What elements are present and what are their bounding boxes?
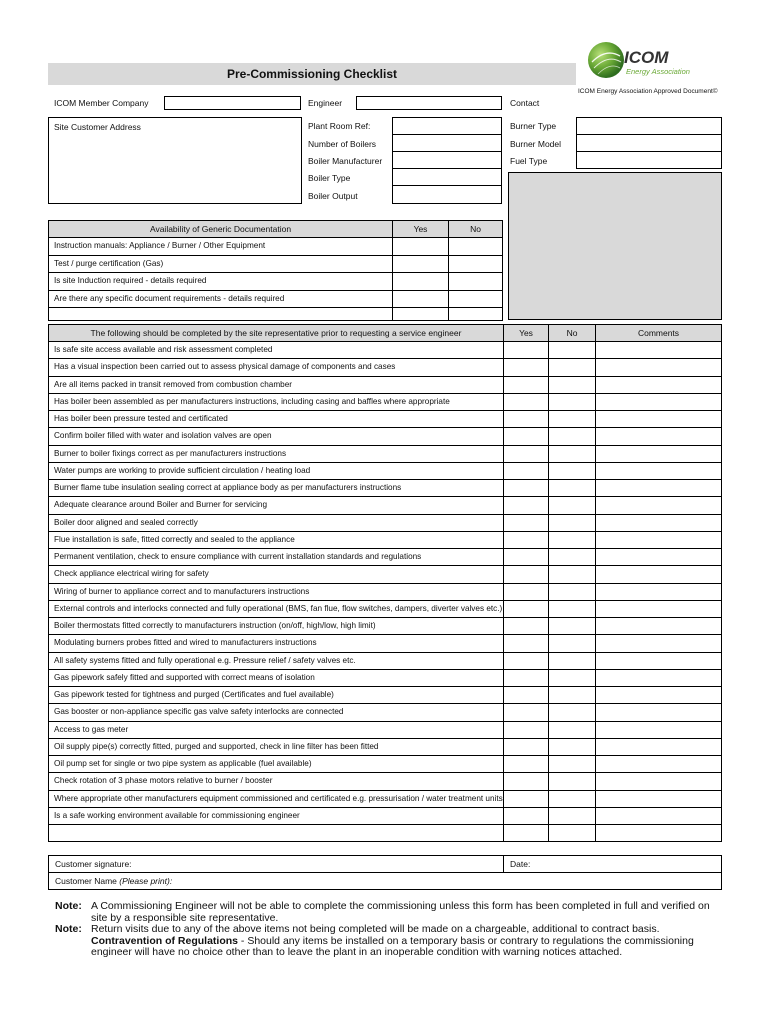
checklist-no-cell[interactable]: [548, 462, 596, 480]
checklist-yes-cell[interactable]: [503, 600, 549, 618]
documentation-blank-row: [48, 307, 393, 321]
checklist-row-label: Modulating burners probes fitted and wired to manufacturers instructions: [54, 638, 317, 648]
number-of-boilers-field[interactable]: [392, 134, 502, 152]
fuel-type-field[interactable]: [576, 151, 722, 169]
checklist-row-label: Permanent ventilation, check to ensure compliance with current installation standards and regulations: [54, 552, 422, 561]
checklist-no-cell[interactable]: [548, 755, 596, 773]
checklist-row-label: Access to gas meter: [54, 724, 129, 734]
checklist-row-label: Is a safe working environment available for commissioning engineer: [54, 810, 300, 820]
burner-model-label: Burner Model: [510, 139, 562, 149]
checklist-comments-cell[interactable]: [595, 686, 722, 704]
checklist-no-cell[interactable]: [548, 669, 596, 687]
checklist-comments-cell[interactable]: [595, 738, 722, 756]
page-title: Pre-Commissioning Checklist: [48, 63, 576, 85]
checklist-comments-cell[interactable]: [595, 703, 722, 721]
checklist-row-label: Adequate clearance around Boiler and Burner for servicing: [54, 500, 268, 510]
customer-signature-field[interactable]: [48, 855, 504, 873]
documentation-row-label: Instruction manuals: Appliance / Burner / Other Equipment: [54, 241, 266, 250]
checklist-comments-cell[interactable]: [595, 634, 722, 652]
checklist-row-label: Check rotation of 3 phase motors relative to burner / booster: [54, 776, 273, 786]
checklist-comments-cell[interactable]: [595, 427, 722, 445]
plant-room-ref-field[interactable]: [392, 117, 502, 135]
member-company-label: ICOM Member Company: [54, 98, 149, 108]
checklist-comments-cell[interactable]: [595, 479, 722, 497]
checklist-row-label: Burner flame tube insulation sealing correct at appliance body as per manufacturers instructions: [54, 483, 402, 492]
checklist-yes-cell[interactable]: [503, 634, 549, 652]
checklist-comments-cell[interactable]: [595, 755, 722, 773]
checklist-yes-cell[interactable]: [503, 703, 549, 721]
checklist-comments-header: Comments: [595, 324, 722, 342]
checklist-yes-cell[interactable]: [503, 721, 549, 739]
boiler-manufacturer-field[interactable]: [392, 151, 502, 169]
checklist-row: [48, 514, 504, 532]
date-label: Date:: [510, 859, 531, 869]
checklist-row-label: Where appropriate other manufacturers equipment commissioned and certificated e.g. pressurisation / water treatment units: [54, 793, 503, 803]
checklist-no-cell[interactable]: [548, 807, 596, 825]
note-1-text: A Commissioning Engineer will not be able to complete the commissioning unless this form has been completed in full and verified on site by a responsible site representative.: [91, 900, 710, 924]
checklist-no-cell[interactable]: [548, 393, 596, 411]
checklist-no-cell[interactable]: [548, 531, 596, 549]
documentation-no-header: No: [448, 220, 503, 238]
checklist-yes-cell[interactable]: [503, 669, 549, 687]
checklist-row: [48, 376, 504, 394]
documentation-no-cell[interactable]: [448, 237, 503, 256]
checklist-yes-cell[interactable]: [503, 445, 549, 463]
checklist-comments-cell[interactable]: [595, 410, 722, 428]
checklist-comments-cell[interactable]: [595, 445, 722, 463]
documentation-header: Availability of Generic Documentation: [48, 220, 393, 238]
checklist-comments-cell[interactable]: [595, 565, 722, 583]
checklist-comments-cell[interactable]: [595, 721, 722, 739]
site-address-field[interactable]: [48, 117, 302, 204]
checklist-no-cell[interactable]: [548, 376, 596, 394]
checklist-yes-cell[interactable]: [503, 617, 549, 635]
checklist-no-cell[interactable]: [548, 634, 596, 652]
logo-brand: ICOM: [624, 48, 669, 67]
checklist-row-label: Has a visual inspection been carried out to assess physical damage of components and cases: [54, 362, 396, 372]
checklist-yes-cell[interactable]: [503, 462, 549, 480]
documentation-yes-cell[interactable]: [392, 290, 449, 309]
checklist-row-label: Confirm boiler filled with water and isolation valves are open: [54, 431, 272, 441]
member-company-field[interactable]: [164, 96, 301, 110]
checklist-row: [48, 600, 504, 618]
checklist-row-label: Has boiler been pressure tested and certificated: [54, 414, 228, 423]
globe-icon: [586, 40, 626, 80]
checklist-yes-cell[interactable]: [503, 548, 549, 566]
site-address-label: Site Customer Address: [54, 122, 141, 132]
number-of-boilers-label: Number of Boilers: [308, 139, 377, 149]
checklist-yes-cell[interactable]: [503, 410, 549, 428]
checklist-no-cell[interactable]: [548, 738, 596, 756]
checklist-yes-cell[interactable]: [503, 686, 549, 704]
checklist-no-cell[interactable]: [548, 824, 596, 842]
approved-document-label: ICOM Energy Association Approved Document©: [578, 88, 718, 95]
checklist-no-cell[interactable]: [548, 652, 596, 670]
documentation-row: [48, 290, 393, 309]
checklist-no-cell[interactable]: [548, 479, 596, 497]
checklist-row: [48, 565, 504, 583]
burner-model-field[interactable]: [576, 134, 722, 152]
checklist-no-cell[interactable]: [548, 341, 596, 359]
checklist-comments-cell[interactable]: [595, 341, 722, 359]
documentation-row-label: Is site Induction required - details required: [54, 276, 207, 285]
checklist-row: [48, 496, 504, 514]
checklist-row: [48, 686, 504, 704]
checklist-row: [48, 652, 504, 670]
checklist-no-cell[interactable]: [548, 565, 596, 583]
note-2-body: [91, 924, 715, 959]
note-2-label: Note:: [55, 923, 82, 935]
checklist-yes-cell[interactable]: [503, 738, 549, 756]
checklist-row-label: Wiring of burner to appliance correct and to manufacturers instructions: [54, 586, 310, 596]
shaded-panel: [508, 172, 722, 320]
note-2: [55, 924, 715, 959]
checklist-row-label: Oil supply pipe(s) correctly fitted, purged and supported, check in line filter has been fitted: [54, 741, 379, 751]
checklist-row: [48, 721, 504, 739]
checklist-no-cell[interactable]: [548, 358, 596, 376]
note-1: [55, 901, 715, 924]
checklist-row: [48, 410, 504, 428]
checklist-row-label: Gas pipework tested for tightness and purged (Certificates and fuel available): [54, 690, 334, 699]
contravention-text: - Should any items be installed on a temporary basis or contrary to regulations the commissioning engineer will have no choice other than to leave the plant in an inoperable condition with warning notices attached.: [91, 934, 694, 958]
checklist-no-header: No: [548, 324, 596, 342]
checklist-row: [48, 617, 504, 635]
documentation-no-cell[interactable]: [448, 290, 503, 309]
checklist-row: [48, 341, 504, 359]
checklist-yes-cell[interactable]: [503, 393, 549, 411]
documentation-blank-no[interactable]: [448, 307, 503, 321]
boiler-manufacturer-label: Boiler Manufacturer: [308, 156, 383, 166]
documentation-no-cell[interactable]: [448, 272, 503, 291]
checklist-row: [48, 479, 504, 497]
checklist-no-cell[interactable]: [548, 703, 596, 721]
contact-label: Contact: [510, 98, 540, 108]
checklist-yes-cell[interactable]: [503, 496, 549, 514]
customer-name-label: [55, 877, 172, 886]
checklist-row: [48, 772, 504, 790]
checklist-row: [48, 531, 504, 549]
checklist-row: [48, 738, 504, 756]
checklist-row: [48, 669, 504, 687]
checklist-no-cell[interactable]: [548, 427, 596, 445]
checklist-yes-cell[interactable]: [503, 772, 549, 790]
checklist-row: [48, 790, 504, 808]
checklist-row-label: Check appliance electrical wiring for safety: [54, 569, 209, 579]
checklist-yes-cell[interactable]: [503, 341, 549, 359]
checklist-row-label: Gas booster or non-appliance specific gas valve safety interlocks are connected: [54, 707, 344, 717]
checklist-no-cell[interactable]: [548, 600, 596, 618]
checklist-row-label: Gas pipework safely fitted and supported with correct means of isolation: [54, 672, 315, 682]
checklist-row: [48, 583, 504, 601]
checklist-no-cell[interactable]: [548, 445, 596, 463]
checklist-yes-cell[interactable]: [503, 514, 549, 532]
boiler-output-label: Boiler Output: [308, 191, 358, 201]
documentation-yes-cell[interactable]: [392, 255, 449, 274]
checklist-comments-cell[interactable]: [595, 669, 722, 687]
checklist-comments-cell[interactable]: [595, 772, 722, 790]
checklist-no-cell[interactable]: [548, 721, 596, 739]
customer-name-field[interactable]: [48, 872, 722, 890]
checklist-row: [48, 462, 504, 480]
checklist-comments-cell[interactable]: [595, 583, 722, 601]
documentation-row: [48, 255, 393, 274]
checklist-comments-cell[interactable]: [595, 790, 722, 808]
boiler-output-field[interactable]: [392, 185, 502, 204]
checklist-row-label: All safety systems fitted and fully operational e.g. Pressure relief / safety valves etc.: [54, 655, 356, 665]
checklist-no-cell[interactable]: [548, 496, 596, 514]
checklist-no-cell[interactable]: [548, 686, 596, 704]
checklist-row-label: Are all items packed in transit removed from combustion chamber: [54, 379, 292, 389]
documentation-row: [48, 237, 393, 256]
icom-logo: [586, 40, 716, 84]
checklist-row: [48, 445, 504, 463]
fuel-type-label: Fuel Type: [510, 156, 548, 166]
contravention-paragraph: [91, 936, 715, 959]
checklist-yes-cell[interactable]: [503, 376, 549, 394]
documentation-row-label: Test / purge certification (Gas): [54, 258, 164, 268]
checklist-row-label: Flue installation is safe, fitted correctly and sealed to the appliance: [54, 534, 295, 544]
checklist-yes-header: Yes: [503, 324, 549, 342]
contravention-title: Contravention of Regulations: [91, 934, 238, 947]
checklist-row-label: Water pumps are working to provide sufficient circulation / heating load: [54, 465, 311, 475]
documentation-row: [48, 272, 393, 291]
plant-room-ref-label: Plant Room Ref:: [308, 121, 371, 131]
checklist-row-label: Oil pump set for single or two pipe system as applicable (fuel available): [54, 759, 312, 768]
documentation-yes-cell[interactable]: [392, 272, 449, 291]
engineer-label: Engineer: [308, 98, 343, 108]
engineer-field[interactable]: [356, 96, 502, 110]
documentation-yes-header: Yes: [392, 220, 449, 238]
note-2-text: Return visits due to any of the above items not being completed will be made on a chargeable, additional to contract basis.: [91, 923, 660, 935]
boiler-type-label: Boiler Type: [308, 173, 351, 183]
checklist-comments-cell[interactable]: [595, 600, 722, 618]
checklist-no-cell[interactable]: [548, 790, 596, 808]
checklist-comments-cell[interactable]: [595, 548, 722, 566]
checklist-row: [48, 393, 504, 411]
checklist-yes-cell[interactable]: [503, 565, 549, 583]
checklist-comments-cell[interactable]: [595, 652, 722, 670]
checklist-no-cell[interactable]: [548, 583, 596, 601]
checklist-row: [48, 824, 504, 842]
checklist-no-cell[interactable]: [548, 548, 596, 566]
checklist-row-label: Burner to boiler fixings correct as per manufacturers instructions: [54, 448, 287, 458]
documentation-no-cell[interactable]: [448, 255, 503, 274]
checklist-comments-cell[interactable]: [595, 496, 722, 514]
checklist-row: [48, 634, 504, 652]
checklist-no-cell[interactable]: [548, 514, 596, 532]
please-print-text: (Please print):: [119, 876, 173, 886]
checklist-row: [48, 427, 504, 445]
checklist-yes-cell[interactable]: [503, 790, 549, 808]
checklist-no-cell[interactable]: [548, 772, 596, 790]
notes-section: [55, 901, 715, 959]
documentation-yes-cell[interactable]: [392, 237, 449, 256]
burner-type-field[interactable]: [576, 117, 722, 135]
checklist-no-cell[interactable]: [548, 410, 596, 428]
checklist-yes-cell[interactable]: [503, 807, 549, 825]
checklist-comments-cell[interactable]: [595, 531, 722, 549]
burner-type-label: Burner Type: [510, 121, 557, 131]
checklist-yes-cell[interactable]: [503, 531, 549, 549]
checklist-comments-cell[interactable]: [595, 514, 722, 532]
checklist-yes-cell[interactable]: [503, 755, 549, 773]
checklist-row-label: External controls and interlocks connected and fully operational (BMS, fan flue, flow switches, dampers, diverter valves etc.): [54, 603, 503, 613]
checklist-row-label: Is safe site access available and risk assessment completed: [54, 345, 273, 354]
documentation-blank-yes[interactable]: [392, 307, 449, 321]
date-field[interactable]: [503, 855, 722, 873]
checklist-no-cell[interactable]: [548, 617, 596, 635]
boiler-type-field[interactable]: [392, 168, 502, 186]
documentation-row-label: Are there any specific document requirements - details required: [54, 293, 285, 303]
checklist-yes-cell[interactable]: [503, 427, 549, 445]
checklist-comments-cell[interactable]: [595, 393, 722, 411]
checklist-row: [48, 358, 504, 376]
checklist-yes-cell[interactable]: [503, 583, 549, 601]
checklist-yes-cell[interactable]: [503, 479, 549, 497]
customer-name-text: Customer Name: [55, 876, 117, 886]
checklist-row: [48, 548, 504, 566]
member-company-label-cell: [48, 96, 158, 110]
checklist-comments-cell[interactable]: [595, 807, 722, 825]
checklist-yes-cell[interactable]: [503, 358, 549, 376]
checklist-row: [48, 703, 504, 721]
checklist-header: The following should be completed by the site representative prior to requesting a service engineer: [48, 324, 504, 342]
checklist-comments-cell[interactable]: [595, 358, 722, 376]
checklist-comments-cell[interactable]: [595, 462, 722, 480]
checklist-row-label: Has boiler been assembled as per manufacturers instructions, including casing and baffles where appropriate: [54, 396, 450, 406]
checklist-row-label: Boiler thermostats fitted correctly to manufacturers instruction (on/off, high/low, high limit): [54, 621, 376, 630]
checklist-row: [48, 755, 504, 773]
customer-signature-label: Customer signature:: [55, 859, 132, 869]
checklist-row: [48, 807, 504, 825]
checklist-yes-cell[interactable]: [503, 824, 549, 842]
logo-tagline: Energy Association: [626, 67, 690, 76]
note-1-label: Note:: [55, 900, 82, 912]
checklist-comments-cell[interactable]: [595, 824, 722, 842]
checklist-yes-cell[interactable]: [503, 652, 549, 670]
checklist-comments-cell[interactable]: [595, 617, 722, 635]
checklist-comments-cell[interactable]: [595, 376, 722, 394]
checklist-row-label: Boiler door aligned and sealed correctly: [54, 517, 198, 527]
